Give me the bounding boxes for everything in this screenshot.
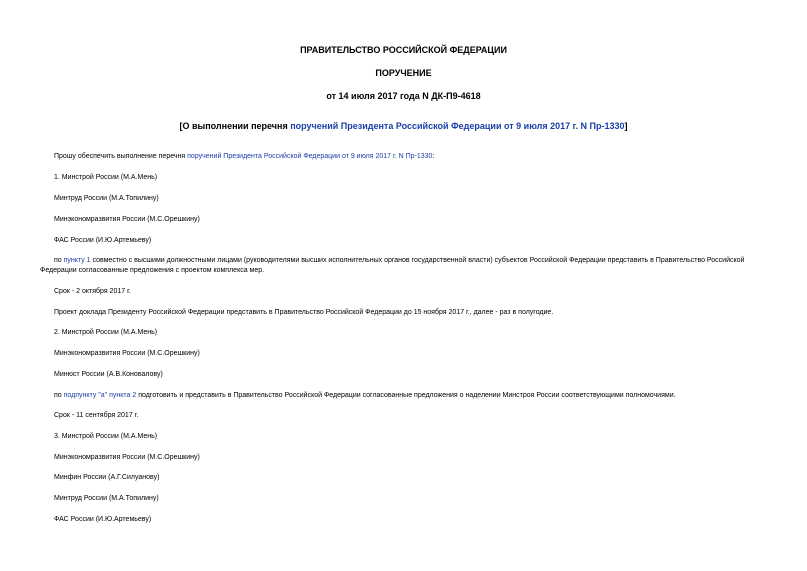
s1-para-pre: по [54,257,64,264]
doc-subject [0,120,807,132]
intro-paragraph [54,152,434,162]
s2-deadline: Срок - 11 сентября 2017 г. [54,412,139,419]
s1-report: Проект доклада Президенту Российской Федерации представить в Правительство Российской Федерации до 15 ноября 2017 г., далее - раз в полугодие. [54,309,554,316]
s2-para-link[interactable]: подпункту "а" пункта 2 [63,392,137,399]
s1-deadline: Срок - 2 октября 2017 г. [54,288,131,295]
s1-paragraph [40,256,768,276]
s3-head: 3. Минстрой России (М.А.Мень) [54,433,158,440]
s2-line-2: Минэкономразвития России (М.С.Орешкину) [54,350,200,357]
s1-line-3: Минэкономразвития России (М.С.Орешкину) [54,216,200,223]
subject-close: ] [624,121,628,131]
subject-link[interactable]: поручений Президента Российской Федерации от 9 июля 2017 г. N Пр-1330 [290,121,625,131]
s2-line-3: Минюст России (А.В.Коновалову) [54,371,163,378]
s1-para-link[interactable]: пункту 1 [63,257,91,264]
s2-para-text: подготовить и представить в Правительство Российской Федерации согласованные предложения о наделении Минстроя России соответствующими полномочиями. [136,392,676,399]
s1-head: 1. Минстрой России (М.А.Мень) [54,174,158,181]
s1-para-text: совместно с высшими должностными лицами (руководителями высших исполнительных органов государственной власти) субъектов Российской Федерации представить в Правительство Российской Федерации согласованные предложения с проектом комплекса мер. [40,257,745,274]
s1-line-4: ФАС России (И.Ю.Артемьеву) [54,237,152,244]
s1-line-2: Минтруд России (М.А.Топилину) [54,195,159,202]
s2-head: 2. Минстрой России (М.А.Мень) [54,329,158,336]
s3-line-5: ФАС России (И.Ю.Артемьеву) [54,516,152,523]
s2-paragraph [54,391,676,401]
org-title: ПРАВИТЕЛЬСТВО РОССИЙСКОЙ ФЕДЕРАЦИИ [300,45,507,55]
intro-link[interactable]: поручений Президента Российской Федерации от 9 июля 2017 г. N Пр-1330 [187,153,433,160]
doc-date-number: от 14 июля 2017 года N ДК-П9-4618 [326,91,481,101]
intro-suffix: : [432,153,435,160]
s3-line-4: Минтруд России (М.А.Топилину) [54,495,159,502]
subject-open: [О выполнении перечня [179,121,291,131]
intro-prefix: Прошу обеспечить выполнение перечня [54,153,188,160]
doc-type-title: ПОРУЧЕНИЕ [375,68,432,78]
s3-line-2: Минэкономразвития России (М.С.Орешкину) [54,454,200,461]
s3-line-3: Минфин России (А.Г.Силуанову) [54,474,160,481]
s2-para-pre: по [54,392,64,399]
